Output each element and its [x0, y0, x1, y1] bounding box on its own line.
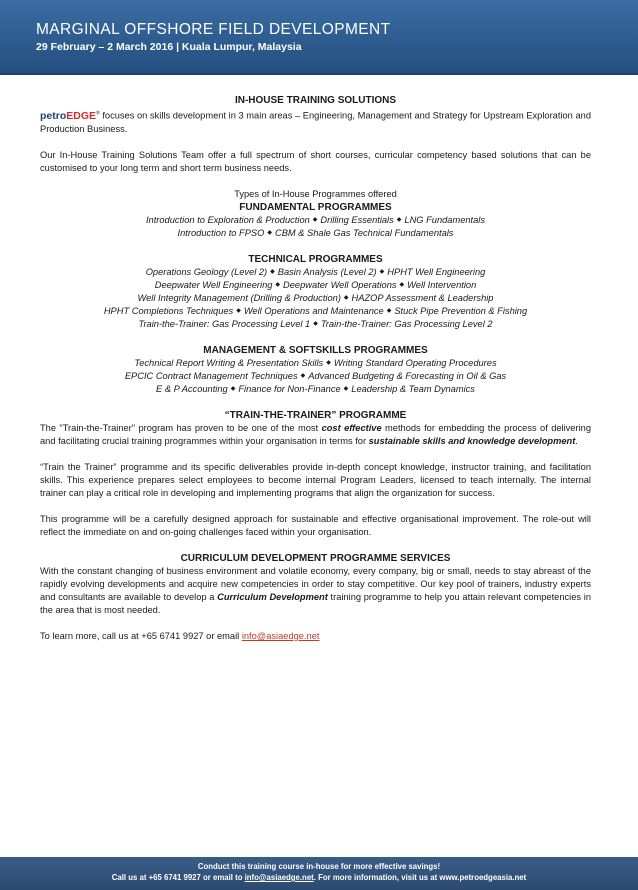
bullet-icon: ◆ [343, 294, 349, 301]
programme-item: HPHT Completions Techniques [103, 305, 234, 316]
programme-item: Introduction to FPSO [177, 227, 265, 238]
programme-item: CBM & Shale Gas Technical Fundamentals [275, 227, 454, 238]
header-banner [0, 0, 638, 75]
programme-item: Introduction to Exploration & Production [145, 214, 310, 225]
programme-item: EPCIC Contract Management Techniques [124, 370, 298, 381]
programme-item: Finance for Non-Finance [238, 383, 341, 394]
fundamental-list [40, 214, 591, 240]
ttt-paragraph-1: The "Train-the-Trainer" program has proven to be one of the most cost effective methods for embedding the process of delivering and facilitating crucial training programmes within your organisation in terms for sustainable skills and knowledge development. [40, 422, 591, 446]
event-title: MARGINAL OFFSHORE FIELD DEVELOPMENT [36, 21, 391, 38]
management-heading: MANAGEMENT & SOFTSKILLS PROGRAMMES [203, 344, 428, 356]
contact-line: To learn more, call us at +65 6741 9927 or email info@asiaedge.net [40, 630, 320, 641]
footer-banner [0, 857, 638, 890]
technical-heading: TECHNICAL PROGRAMMES [248, 253, 383, 265]
bullet-icon: ◆ [275, 281, 281, 288]
programme-item: LNG Fundamentals [404, 214, 486, 225]
bullet-icon: ◆ [343, 385, 349, 392]
programme-item: Basin Analysis (Level 2) [277, 266, 377, 277]
programme-line [40, 383, 591, 396]
bullet-icon: ◆ [236, 307, 241, 314]
fundamental-heading: FUNDAMENTAL PROGRAMMES [239, 201, 392, 213]
programme-line [40, 305, 591, 318]
document-body [40, 94, 591, 643]
technical-list [40, 266, 591, 331]
footer-tagline: Conduct this training course in-house for more effective savings! [197, 862, 441, 871]
programme-item: Leadership & Team Dynamics [351, 383, 475, 394]
curriculum-heading: CURRICULUM DEVELOPMENT PROGRAMME SERVICES [180, 552, 451, 564]
bullet-icon: ◆ [230, 385, 236, 392]
programme-item: HPHT Well Engineering [387, 266, 486, 277]
programme-item: Well Integrity Management (Drilling & Production) [137, 292, 341, 303]
programme-line [40, 292, 591, 305]
bullet-icon: ◆ [312, 216, 318, 223]
programme-item: Deepwater Well Operations [283, 279, 397, 290]
bullet-icon: ◆ [396, 216, 402, 223]
programme-item: Technical Report Writing & Presentation Skills [134, 357, 324, 368]
bullet-icon: ◆ [300, 372, 306, 379]
bullet-icon: ◆ [267, 229, 272, 236]
programme-line [40, 370, 591, 383]
types-label: Types of In-House Programmes offered [234, 188, 397, 199]
bullet-icon: ◆ [313, 320, 318, 327]
page-heading: IN-HOUSE TRAINING SOLUTIONS [234, 95, 397, 106]
programme-item: Writing Standard Operating Procedures [333, 357, 497, 368]
programme-line [40, 318, 591, 331]
email-link[interactable]: info@asiaedge.net [241, 630, 320, 641]
programme-item: Stuck Pipe Prevention & Fishing [394, 305, 528, 316]
bullet-icon: ◆ [379, 268, 385, 275]
petroedge-logo: petroEDGE® [40, 109, 100, 122]
programme-line [40, 279, 591, 292]
team-paragraph: Our In-House Training Solutions Team offer a full spectrum of short courses, curricular competency based solutions that can be customised to your long term and short term business needs. [40, 149, 591, 173]
ttt-paragraph-3: This programme will be a carefully designed approach for sustainable and effective organisational improvement. The role-out will reflect the immediate on and on-going challenges faced within your organisation. [40, 513, 591, 537]
bullet-icon: ◆ [326, 359, 331, 366]
ttt-heading: “TRAIN-THE-TRAINER” PROGRAMME [224, 409, 407, 421]
programme-line [40, 214, 591, 227]
programme-item: Well Intervention [407, 279, 477, 290]
programme-line [40, 357, 591, 370]
programme-item: HAZOP Assessment & Leadership [351, 292, 494, 303]
event-date-location: 29 February – 2 March 2016 | Kuala Lumpur, Malaysia [36, 41, 302, 53]
programme-item: Operations Geology (Level 2) [145, 266, 268, 277]
ttt-paragraph-2: “Train the Trainer” programme and its specific deliverables provide in-depth concept knowledge, instructor training, and facilitation skills. This experience prepares select employees to become internal Program Leaders, licensed to teach internally. The internal trainer can play a critical role in developing and implementing programs that align the organization for success. [40, 461, 591, 498]
programme-line [40, 227, 591, 240]
programme-item: E & P Accounting [156, 383, 228, 394]
curriculum-paragraph: With the constant changing of business environment and volatile economy, every company, big or small, needs to stay abreast of the rapidly evolving developments and acquire new competencies in order to stay competitive. Our key pool of trainers, industry experts and consultants are available to develop a Curriculum Development training programme to help you attain relevant competencies in the area that is most needed. [40, 565, 591, 615]
footer-contact: Call us at +65 6741 9927 or email to info@asiaedge.net. For more information, visit us at www.petroedgeasia.net [111, 873, 527, 882]
programme-item: Train-the-Trainer: Gas Processing Level 2 [320, 318, 493, 329]
programme-line [40, 266, 591, 279]
programme-item: Deepwater Well Engineering [154, 279, 273, 290]
bullet-icon: ◆ [399, 281, 405, 288]
intro-paragraph: petroEDGE® focuses on skills development in 3 main areas – Engineering, Management and Strategy for Upstream Exploration and Production Business. [40, 109, 591, 134]
bullet-icon: ◆ [386, 307, 392, 314]
programme-item: Drilling Essentials [320, 214, 394, 225]
programme-item: Well Operations and Maintenance [243, 305, 384, 316]
programme-item: Train-the-Trainer: Gas Processing Level 1 [138, 318, 311, 329]
programme-item: Advanced Budgeting & Forecasting in Oil & Gas [308, 370, 507, 381]
footer-email-link[interactable]: info@asiaedge.net [244, 873, 314, 882]
management-list [40, 357, 591, 396]
bullet-icon: ◆ [270, 268, 275, 275]
